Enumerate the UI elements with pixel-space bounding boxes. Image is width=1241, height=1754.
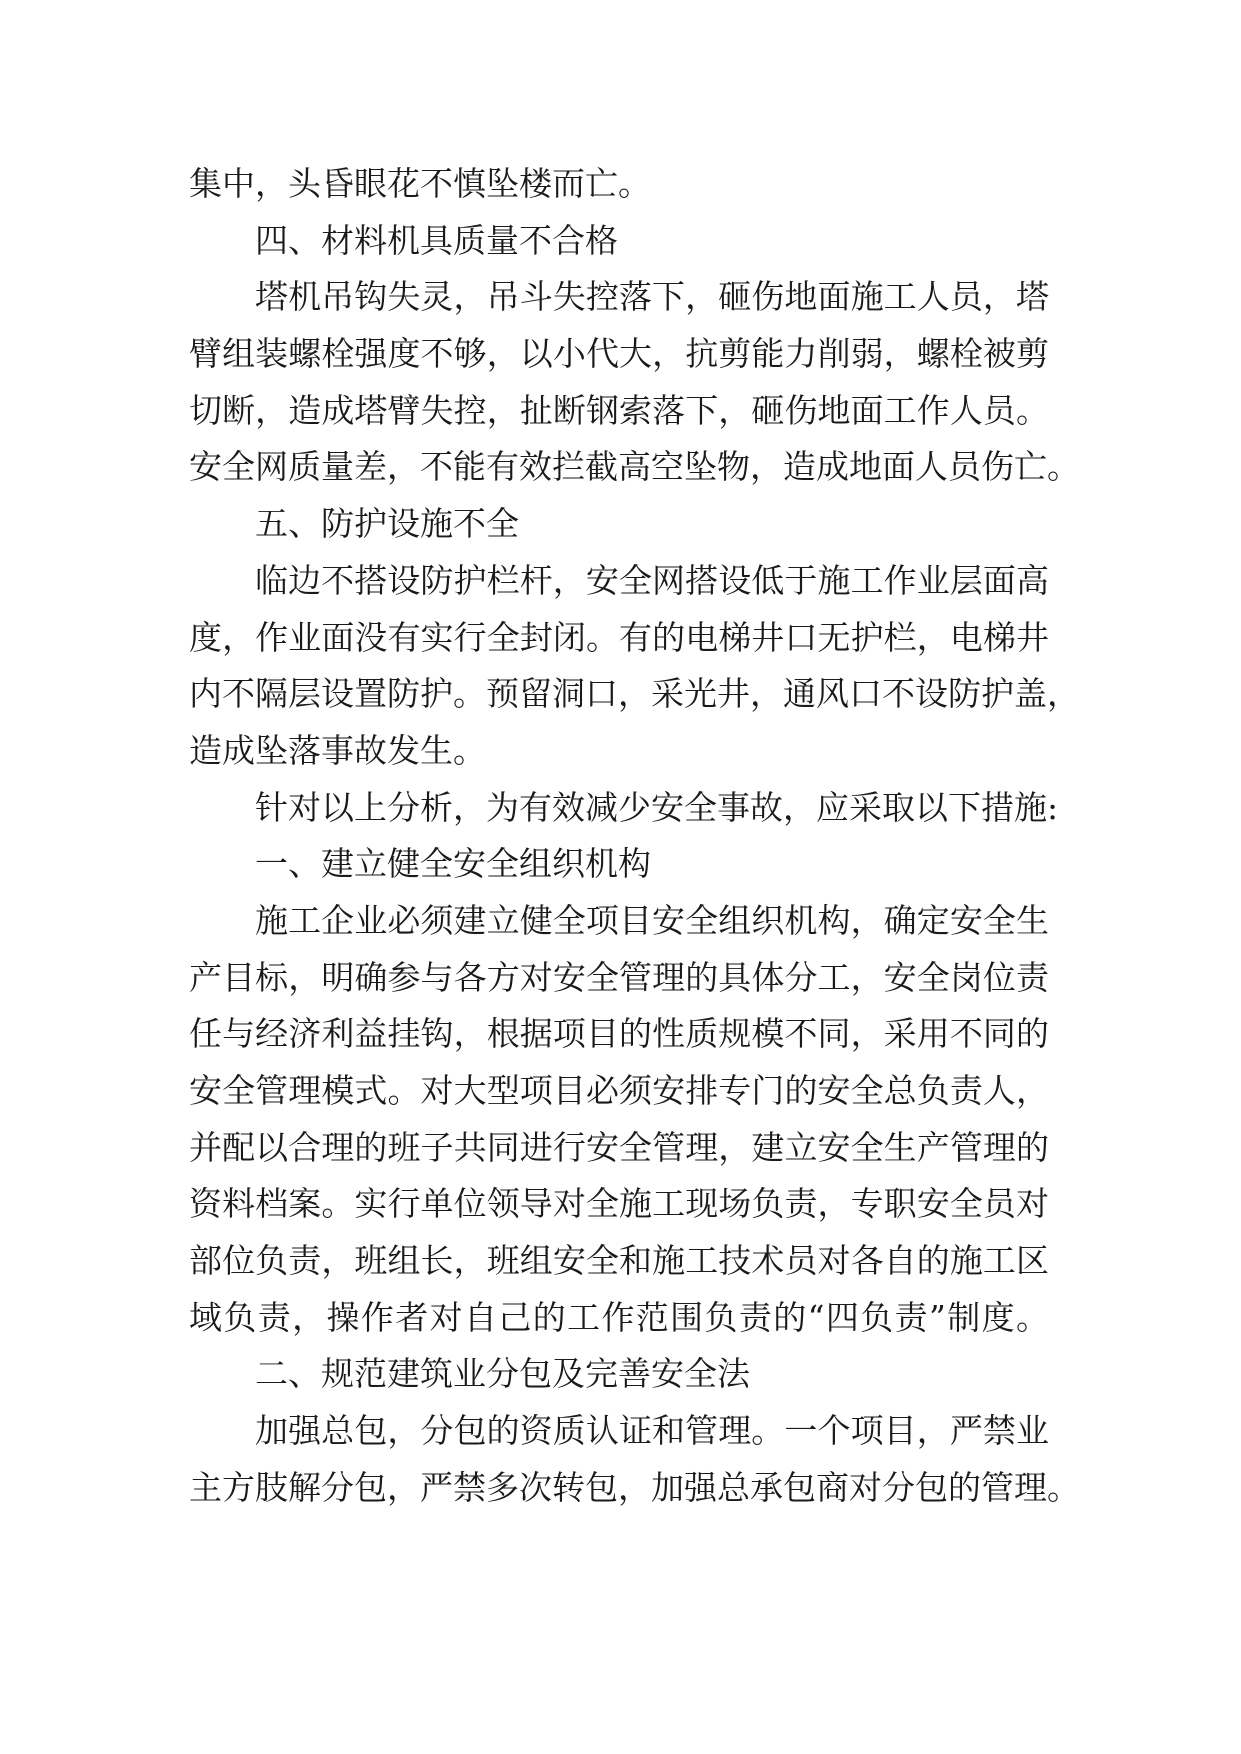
- text-line: 针对以上分析，为有效减少安全事故，应采取以下措施:: [255, 787, 1059, 827]
- document-body: [189, 156, 1080, 1517]
- text-line: 二、规范建筑业分包及完善安全法: [255, 1354, 750, 1394]
- text-line: 一、建立健全安全组织机构: [255, 844, 651, 884]
- text-line: 安全管理模式。对大型项目必须安排专门的安全总负责人，: [189, 1071, 1049, 1110]
- text-line: 产目标，明确参与各方对安全管理的具体分工，安全岗位责: [189, 957, 1049, 997]
- text-line: 造成坠落事故发生。: [189, 730, 486, 770]
- text-line: 内不隔层设置防护。预留洞口，采光井，通风口不设防护盖，: [189, 674, 1080, 714]
- text-line: 加强总包，分包的资质认证和管理。一个项目，严禁业: [255, 1411, 1049, 1451]
- text-line: 四、材料机具质量不合格: [255, 220, 618, 260]
- text-line: 切断，造成塔臂失控，扯断钢索落下，砸伤地面工作人员。: [189, 390, 1049, 430]
- text-line: 五、防护设施不全: [255, 504, 519, 544]
- text-line: 部位负责，班组长，班组安全和施工技术员对各自的施工区: [189, 1241, 1049, 1281]
- text-line: 临边不搭设防护栏杆，安全网搭设低于施工作业层面高: [255, 560, 1049, 600]
- text-line: 塔机吊钩失灵，吊斗失控落下，砸伤地面施工人员，塔: [255, 277, 1049, 317]
- text-line: 安全网质量差，不能有效拦截高空坠物，造成地面人员伤亡。: [189, 447, 1080, 487]
- text-line: 任与经济利益挂钩，根据项目的性质规模不同，采用不同的: [189, 1014, 1049, 1054]
- text-line: 并配以合理的班子共同进行安全管理，建立安全生产管理的: [189, 1127, 1049, 1167]
- text-line: 施工企业必须建立健全项目安全组织机构，确定安全生: [255, 900, 1049, 940]
- text-line: 集中，头昏眼花不慎坠楼而亡。: [189, 164, 651, 203]
- text-line: 臂组装螺栓强度不够，以小代大，抗剪能力削弱，螺栓被剪: [189, 334, 1049, 374]
- text-line: 度，作业面没有实行全封闭。有的电梯井口无护栏，电梯井: [189, 617, 1049, 657]
- text-line: 资料档案。实行单位领导对全施工现场负责，专职安全员对: [189, 1184, 1049, 1224]
- text-line: 主方肢解分包，严禁多次转包，加强总承包商对分包的管理。: [189, 1467, 1080, 1507]
- text-line: 域负责，操作者对自己的工作范围负责的“四负责”制度。: [189, 1297, 1049, 1337]
